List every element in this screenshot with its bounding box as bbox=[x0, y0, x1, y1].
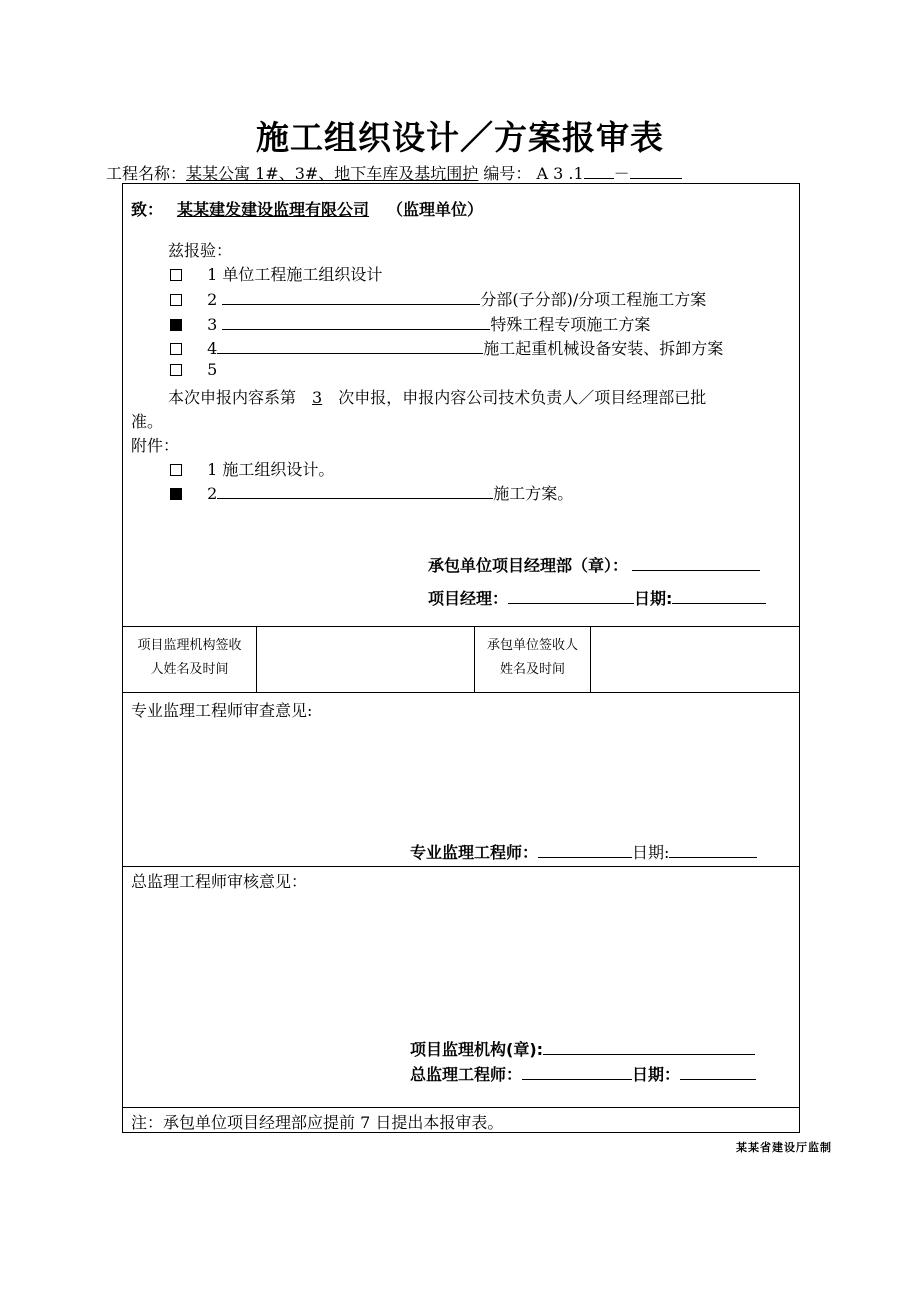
contractor-dept-blank[interactable] bbox=[632, 556, 760, 571]
report-item-blank[interactable] bbox=[217, 339, 483, 354]
report-item-1 bbox=[170, 262, 382, 285]
chief-agency-label: 项目监理机构(章): bbox=[410, 1040, 544, 1059]
recipient-to-label: 致： bbox=[131, 200, 164, 219]
attachment-text: 施工方案。 bbox=[493, 484, 574, 503]
specialist-opinion-label: 专业监理工程师审查意见: bbox=[131, 701, 313, 720]
times-suffix: 次申报，申报内容公司技术负责人／项目经理部已批 bbox=[338, 388, 707, 407]
attachment-num: 2 bbox=[207, 484, 218, 503]
report-item-text: 特殊工程专项施工方案 bbox=[490, 315, 651, 334]
contractor-manager-line bbox=[428, 586, 766, 609]
chief-engineer-blank[interactable] bbox=[522, 1065, 632, 1080]
project-line bbox=[106, 161, 682, 184]
contractor-receipt-field[interactable] bbox=[591, 627, 799, 692]
report-item-blank[interactable] bbox=[222, 315, 490, 330]
specialist-engineer-blank[interactable] bbox=[538, 843, 632, 858]
checkbox-1[interactable] bbox=[170, 269, 182, 281]
note-text: 注：承包单位项目经理部应提前 7 日提出本报审表。 bbox=[131, 1113, 504, 1132]
report-item-3 bbox=[170, 312, 650, 335]
number-value: A 3 .1 bbox=[536, 164, 584, 183]
attachment-num: 1 bbox=[207, 460, 218, 479]
page-title: 施工组织设计／方案报审表 bbox=[256, 118, 664, 157]
chief-sign-line bbox=[410, 1062, 756, 1085]
attachment-text: 施工组织设计。 bbox=[222, 460, 335, 479]
checkbox-4[interactable] bbox=[170, 343, 182, 355]
supervisor-receipt-label: 项目监理机构签收 人姓名及时间 bbox=[137, 638, 242, 677]
report-item-text: 分部(子分部)/分项工程施工方案 bbox=[480, 290, 707, 309]
number-blank-2[interactable] bbox=[630, 164, 682, 179]
times-suffix-continued: 准。 bbox=[131, 412, 164, 431]
number-blank-1[interactable] bbox=[584, 164, 614, 179]
specialist-sign-line bbox=[410, 840, 757, 863]
report-item-5 bbox=[170, 360, 217, 379]
recipient-role: （监理单位） bbox=[387, 200, 484, 219]
attachment-blank[interactable] bbox=[217, 484, 493, 499]
checkbox-2[interactable] bbox=[170, 294, 182, 306]
issuer-mark: 某某省建设厅监制 bbox=[736, 1141, 832, 1154]
manager-date-label: 日期: bbox=[634, 589, 673, 608]
specialist-date-blank[interactable] bbox=[669, 843, 757, 858]
report-item-2 bbox=[170, 287, 706, 310]
chief-agency-blank[interactable] bbox=[543, 1040, 755, 1055]
report-item-text: 单位工程施工组织设计 bbox=[222, 265, 383, 284]
chief-date-blank[interactable] bbox=[680, 1065, 756, 1080]
attachment-checkbox-2-checked[interactable] bbox=[170, 488, 182, 500]
chief-opinion-label: 总监理工程师审核意见： bbox=[131, 872, 308, 891]
attachment-checkbox-1[interactable] bbox=[170, 464, 182, 476]
checkbox-3-checked[interactable] bbox=[170, 319, 182, 331]
times-prefix: 本次申报内容系第 bbox=[168, 388, 297, 407]
contractor-receipt-label: 承包单位签收人 姓名及时间 bbox=[486, 638, 578, 677]
chief-opinion-field[interactable] bbox=[131, 895, 791, 1025]
project-name-label: 工程名称： bbox=[106, 164, 187, 183]
manager-date-blank[interactable] bbox=[672, 589, 766, 604]
report-item-text: 施工起重机械设备安装、拆卸方案 bbox=[483, 339, 724, 358]
attachment-item-2 bbox=[170, 481, 573, 504]
report-item-num: 2 bbox=[207, 290, 218, 309]
manager-label: 项目经理： bbox=[428, 589, 509, 608]
report-times-line bbox=[168, 385, 706, 408]
attachment-item-1 bbox=[170, 457, 334, 480]
report-item-num: 1 bbox=[207, 265, 218, 284]
number-label: 编号： bbox=[483, 164, 532, 183]
specialist-opinion-field[interactable] bbox=[131, 722, 791, 832]
divider-chief-bottom bbox=[122, 1107, 800, 1108]
recipient-company: 某某建发建设监理有限公司 bbox=[177, 200, 370, 219]
report-item-blank[interactable] bbox=[222, 290, 480, 305]
specialist-engineer-label: 专业监理工程师： bbox=[410, 843, 539, 862]
specialist-date-label: 日期: bbox=[632, 843, 670, 862]
contractor-dept-label: 承包单位项目经理部（章）： bbox=[428, 556, 629, 575]
divider-specialist-bottom bbox=[122, 866, 800, 867]
attachments-label: 附件： bbox=[131, 436, 180, 455]
times-value: 3 bbox=[312, 388, 323, 407]
report-item-num: 4 bbox=[207, 339, 218, 358]
chief-date-label: 日期： bbox=[632, 1065, 681, 1084]
divider-receipt-bottom bbox=[122, 692, 800, 693]
supervisor-receipt-field[interactable] bbox=[257, 627, 474, 692]
checkbox-5[interactable] bbox=[170, 364, 182, 376]
contractor-dept-line bbox=[428, 553, 760, 576]
manager-blank[interactable] bbox=[508, 589, 634, 604]
report-item-4 bbox=[170, 336, 723, 359]
project-name-value: 某某公寓 1#、3#、地下车库及基坑围护 bbox=[186, 164, 479, 183]
report-item-num: 5 bbox=[207, 360, 218, 379]
chief-engineer-label: 总监理工程师： bbox=[410, 1065, 523, 1084]
chief-agency-line bbox=[410, 1037, 755, 1060]
report-item-num: 3 bbox=[207, 315, 218, 334]
recipient-line bbox=[131, 197, 483, 220]
number-dash: － bbox=[613, 164, 630, 183]
report-intro: 兹报验： bbox=[168, 241, 233, 260]
